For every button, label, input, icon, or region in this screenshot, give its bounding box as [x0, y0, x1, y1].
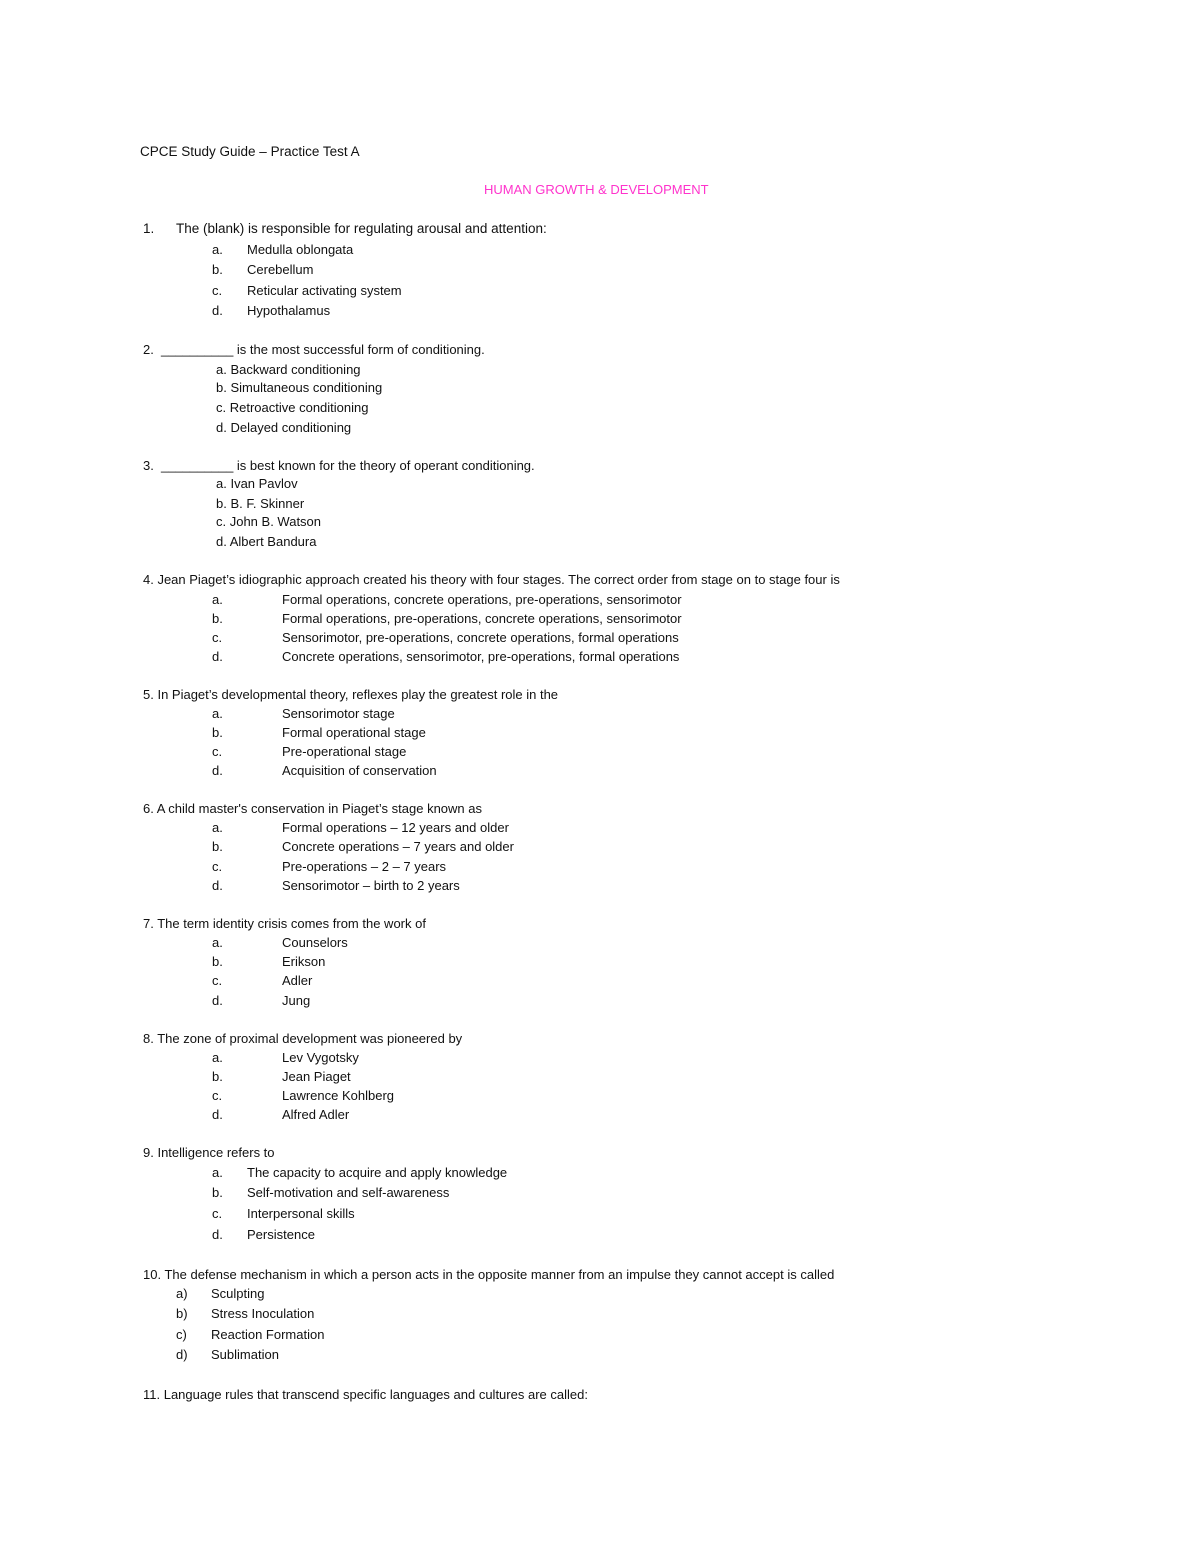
option-text: Sensorimotor, pre-operations, concrete operations, formal operations [282, 630, 679, 645]
option-letter: a. [212, 592, 223, 607]
option-text: Counselors [282, 935, 348, 950]
question-text: __________ is best known for the theory of operant conditioning. [161, 458, 535, 473]
section-heading: HUMAN GROWTH & DEVELOPMENT [484, 182, 709, 197]
option-text: Stress Inoculation [211, 1306, 315, 1321]
question-number: 2. [143, 342, 154, 357]
option-letter: a) [176, 1286, 188, 1301]
option-letter: d. [212, 649, 223, 664]
option-letter: a. [212, 242, 223, 257]
option-letter: d. [212, 993, 223, 1008]
option-letter: b. [212, 611, 223, 626]
option-letter: c. [212, 630, 223, 645]
option-text: a. Backward conditioning [216, 362, 361, 377]
question-text: 8. The zone of proximal development was pioneered by [143, 1031, 463, 1046]
option-text: Erikson [282, 954, 326, 969]
option-text: Sublimation [211, 1347, 279, 1362]
option-text: Persistence [247, 1227, 315, 1242]
option-text: Pre-operations – 2 – 7 years [282, 859, 447, 874]
option-letter: c. [212, 973, 223, 988]
option-text: d. Delayed conditioning [216, 420, 352, 435]
question-text: 11. Language rules that transcend specific languages and cultures are called: [143, 1387, 588, 1402]
option-text: Concrete operations, sensorimotor, pre-operations, formal operations [282, 649, 680, 664]
option-text: Reticular activating system [247, 283, 402, 298]
option-letter: c. [212, 744, 223, 759]
option-letter: b. [212, 1069, 223, 1084]
question-text: The (blank) is responsible for regulating arousal and attention: [176, 221, 547, 236]
option-text: b. Simultaneous conditioning [216, 380, 383, 395]
option-text: c. Retroactive conditioning [216, 400, 369, 415]
option-text: Formal operations, pre-operations, concrete operations, sensorimotor [282, 611, 682, 626]
option-text: Formal operations, concrete operations, pre-operations, sensorimotor [282, 592, 682, 607]
option-text: Sculpting [211, 1286, 265, 1301]
option-text: Adler [282, 973, 313, 988]
option-text: Lev Vygotsky [282, 1050, 359, 1065]
option-text: The capacity to acquire and apply knowledge [247, 1165, 508, 1180]
option-text: Sensorimotor stage [282, 706, 395, 721]
option-letter: b. [212, 262, 223, 277]
question-text: __________ is the most successful form of conditioning. [161, 342, 485, 357]
question-number: 3. [143, 458, 154, 473]
question-text: 7. The term identity crisis comes from the work of [143, 916, 426, 931]
option-letter: d. [212, 1227, 223, 1242]
option-text: Lawrence Kohlberg [282, 1088, 395, 1103]
option-text: c. John B. Watson [216, 514, 322, 529]
option-text: Sensorimotor – birth to 2 years [282, 878, 460, 893]
question-text: 6. A child master's conservation in Piaget’s stage known as [143, 801, 482, 816]
option-letter: d) [176, 1347, 188, 1362]
option-letter: d. [212, 763, 223, 778]
option-text: Formal operations – 12 years and older [282, 820, 509, 835]
option-letter: b) [176, 1306, 188, 1321]
question-text: 9. Intelligence refers to [143, 1145, 275, 1160]
option-text: Medulla oblongata [247, 242, 354, 257]
option-letter: a. [212, 935, 223, 950]
option-letter: b. [212, 1185, 223, 1200]
option-text: Pre-operational stage [282, 744, 407, 759]
option-letter: c. [212, 283, 223, 298]
question-text: 4. Jean Piaget’s idiographic approach created his theory with four stages. The correct order from stage on to stage four is [143, 572, 840, 587]
option-text: Formal operational stage [282, 725, 426, 740]
option-text: Acquisition of conservation [282, 763, 437, 778]
option-letter: c. [212, 1088, 223, 1103]
document-title: CPCE Study Guide – Practice Test A [140, 144, 360, 159]
option-letter: a. [212, 706, 223, 721]
option-text: Jean Piaget [282, 1069, 351, 1084]
option-letter: c. [212, 859, 223, 874]
option-letter: b. [212, 725, 223, 740]
option-letter: d. [212, 303, 223, 318]
option-text: Reaction Formation [211, 1327, 325, 1342]
question-text: 10. The defense mechanism in which a person acts in the opposite manner from an impulse they cannot accept is called [143, 1267, 835, 1282]
option-text: Cerebellum [247, 262, 314, 277]
option-letter: a. [212, 820, 223, 835]
question-number: 1. [143, 221, 155, 236]
option-letter: c) [176, 1327, 187, 1342]
option-letter: a. [212, 1165, 223, 1180]
option-text: Jung [282, 993, 311, 1008]
option-text: Hypothalamus [247, 303, 331, 318]
option-letter: a. [212, 1050, 223, 1065]
option-text: Alfred Adler [282, 1107, 350, 1122]
option-letter: c. [212, 1206, 223, 1221]
option-letter: d. [212, 1107, 223, 1122]
option-text: Self-motivation and self-awareness [247, 1185, 450, 1200]
question-text: 5. In Piaget’s developmental theory, reflexes play the greatest role in the [143, 687, 559, 702]
option-text: Interpersonal skills [247, 1206, 355, 1221]
option-letter: b. [212, 954, 223, 969]
option-text: Concrete operations – 7 years and older [282, 839, 514, 854]
option-text: a. Ivan Pavlov [216, 476, 298, 491]
option-letter: b. [212, 839, 223, 854]
option-letter: d. [212, 878, 223, 893]
option-text: b. B. F. Skinner [216, 496, 305, 511]
option-text: d. Albert Bandura [216, 534, 317, 549]
